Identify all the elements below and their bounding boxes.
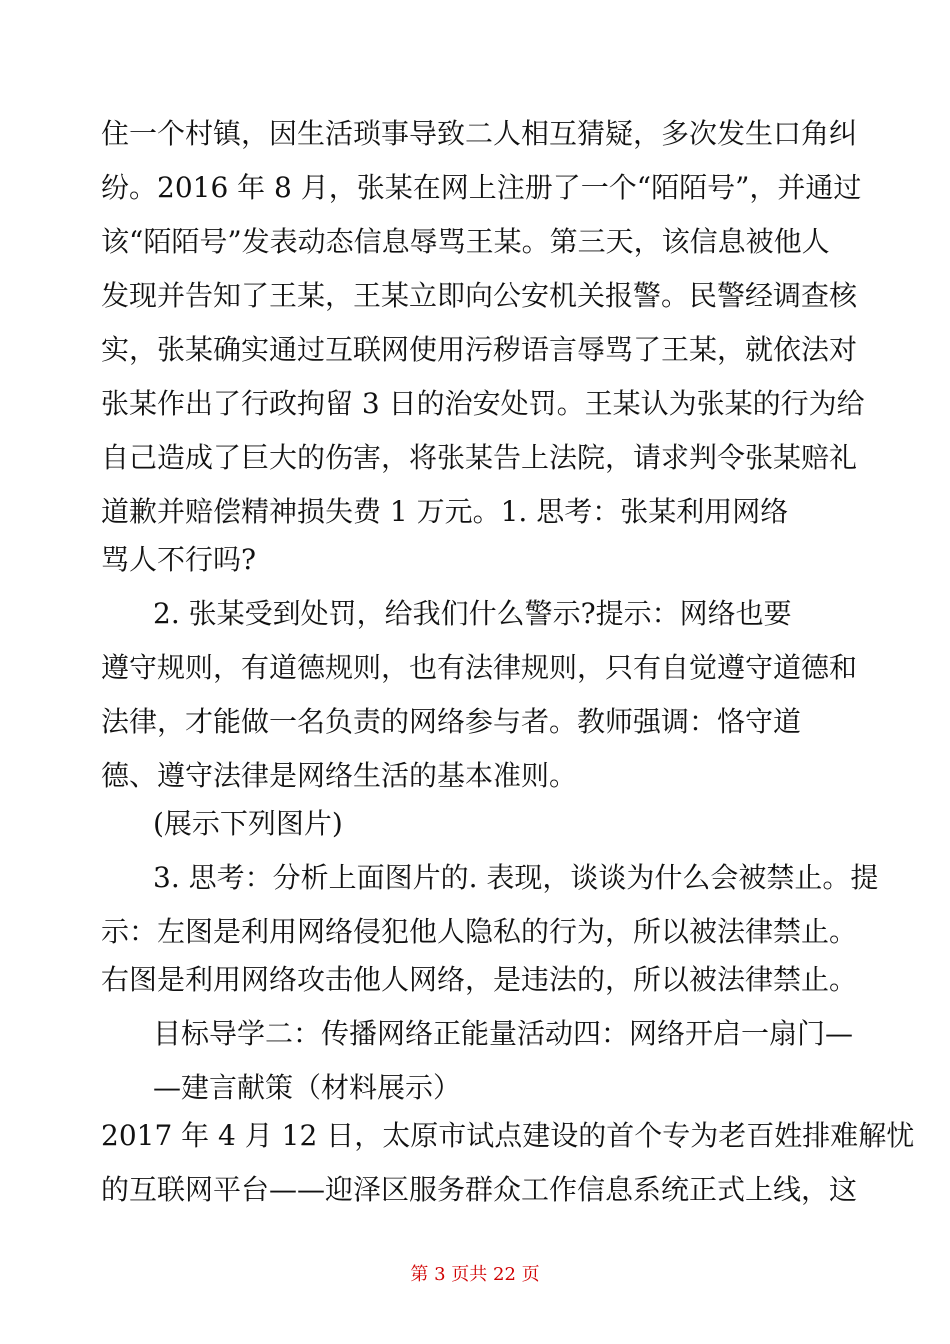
text-line: —建言献策（材料展示）	[153, 1071, 462, 1104]
text-line: 2. 张某受到处罚，给我们什么警示?提示：网络也要	[153, 597, 792, 630]
text-line: 法律，才能做一名负责的网络参与者。教师强调：恪守道	[101, 705, 802, 738]
text-line: 发现并告知了王某，王某立即向公安机关报警。民警经调查核	[101, 279, 858, 312]
page-footer: 第 3 页共 22 页	[410, 1264, 540, 1285]
text-line: 道歉并赔偿精神损失费 1 万元。1. 思考：张某利用网络	[101, 495, 789, 528]
text-line: 2017 年 4 月 12 日，太原市试点建设的首个专为老百姓排难解忧	[101, 1119, 915, 1152]
text-line: 遵守规则，有道德规则，也有法律规则，只有自觉遵守道德和	[101, 651, 858, 684]
text-line: 3. 思考：分析上面图片的. 表现，谈谈为什么会被禁止。提	[153, 861, 879, 894]
text-line: 实，张某确实通过互联网使用污秽语言辱骂了王某，就依法对	[101, 333, 858, 366]
text-line: 目标导学二：传播网络正能量活动四：网络开启一扇门—	[153, 1017, 854, 1050]
text-line: 德、遵守法律是网络生活的基本准则。	[101, 759, 578, 792]
text-line: 自己造成了巨大的伤害，将张某告上法院，请求判令张某赔礼	[101, 441, 858, 474]
text-line: 右图是利用网络攻击他人网络，是违法的，所以被法律禁止。	[101, 963, 858, 996]
text-line: 示：左图是利用网络侵犯他人隐私的行为，所以被法律禁止。	[101, 915, 858, 948]
text-line: 的互联网平台——迎泽区服务群众工作信息系统正式上线，这	[101, 1173, 858, 1206]
text-line: 住一个村镇，因生活琐事导致二人相互猜疑，多次发生口角纠	[101, 117, 858, 150]
text-line: 该“陌陌号”发表动态信息辱骂王某。第三天，该信息被他人	[101, 225, 830, 258]
text-line: 张某作出了行政拘留 3 日的治安处罚。王某认为张某的行为给	[101, 387, 865, 420]
text-line: (展示下列图片)	[153, 807, 343, 840]
text-line: 纷。2016 年 8 月，张某在网上注册了一个“陌陌号”，并通过	[101, 171, 862, 204]
text-line: 骂人不行吗?	[101, 543, 257, 576]
